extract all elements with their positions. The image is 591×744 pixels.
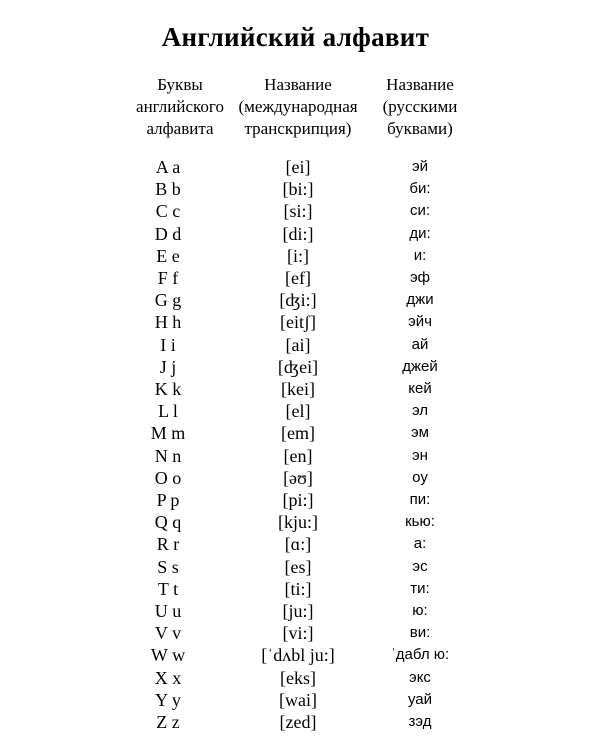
russian-cell: джи (406, 291, 434, 309)
letter-cell: V v (154, 623, 182, 644)
letter-cell: H h (154, 312, 182, 333)
ipa-cell: [en] (283, 445, 313, 466)
table-row (0, 200, 591, 222)
ipa-cell: [em] (281, 423, 315, 444)
ipa-cell: [ʤei] (277, 356, 319, 377)
table-row (0, 600, 591, 622)
ipa-cell: [eitʃ] (280, 312, 316, 333)
table-row (0, 267, 591, 289)
table-row (0, 245, 591, 267)
letter-cell: Y y (155, 689, 181, 710)
table-row (0, 178, 591, 200)
russian-cell: ви: (409, 624, 431, 642)
table-row (0, 311, 591, 333)
letter-cell: A a (155, 157, 181, 177)
header-line: буквами) (387, 119, 453, 138)
ipa-cell: [es] (284, 556, 312, 577)
table-row (0, 223, 591, 245)
letter-cell: R r (156, 534, 180, 555)
ipa-cell: [ʤi:] (279, 290, 317, 311)
letter-cell: U u (154, 601, 182, 621)
ipa-cell: [kei] (281, 379, 315, 399)
ipa-cell: [ti:] (284, 578, 312, 599)
ipa-cell: [el] (285, 401, 311, 422)
table-row (0, 334, 591, 356)
russian-cell: кью: (405, 513, 435, 531)
letter-cell: J j (159, 356, 177, 377)
russian-cell: би: (409, 180, 431, 198)
header-line: транскрипция) (244, 119, 352, 138)
table-row (0, 289, 591, 311)
letter-cell: N n (154, 445, 182, 466)
russian-cell: и: (413, 246, 427, 264)
table-row (0, 156, 591, 178)
ipa-cell: [si:] (283, 201, 313, 222)
ipa-cell: [i:] (287, 245, 309, 266)
table-row (0, 711, 591, 733)
letter-cell: F f (157, 268, 179, 288)
table-row (0, 400, 591, 422)
russian-cell: джей (402, 357, 438, 375)
russian-cell: а: (413, 535, 427, 553)
letter-cell: W w (150, 645, 186, 666)
russian-cell: ˈдабл ю: (390, 646, 450, 664)
letter-cell: G g (154, 290, 182, 311)
russian-cell: эйч (408, 313, 432, 331)
russian-cell: эф (410, 269, 430, 286)
letter-cell: X x (154, 667, 182, 688)
letter-cell: B b (155, 179, 181, 200)
russian-cell: кей (408, 380, 432, 397)
letter-cell: P p (156, 490, 180, 510)
letter-cell: Q q (154, 512, 182, 533)
ipa-cell: [əʊ] (283, 467, 313, 488)
ipa-cell: [bi:] (282, 179, 314, 200)
header-line: алфавита (146, 119, 214, 138)
russian-cell: си: (409, 202, 431, 220)
letter-cell: L l (158, 401, 178, 422)
letter-cell: T t (157, 578, 179, 599)
ipa-cell: [zed] (279, 712, 317, 732)
header-russian (355, 74, 485, 140)
header-line: (международная (238, 97, 358, 116)
russian-cell: эс (412, 557, 428, 575)
ipa-cell: [wai] (279, 689, 317, 710)
russian-cell: зэд (408, 713, 432, 730)
ipa-cell: [di:] (282, 223, 314, 244)
russian-cell: экс (409, 668, 431, 686)
ipa-cell: [pi:] (282, 490, 314, 510)
table-row (0, 644, 591, 666)
russian-cell: ди: (409, 224, 431, 242)
letter-cell: M m (150, 423, 186, 444)
table-row (0, 489, 591, 511)
russian-cell: эй (411, 158, 429, 175)
table-row (0, 467, 591, 489)
ipa-cell: [ˈdʌbl ju:] (261, 645, 335, 666)
header-line: (русскими (382, 97, 458, 116)
ipa-cell: [eks] (280, 667, 316, 688)
table-row (0, 578, 591, 600)
letter-cell: Z z (156, 712, 180, 732)
header-line: Название (386, 75, 454, 94)
russian-cell: пи: (409, 491, 431, 508)
page-title: Английский алфавит (161, 22, 430, 52)
ipa-cell: [kju:] (278, 512, 318, 533)
letter-cell: K k (154, 379, 182, 399)
letter-cell: O o (154, 467, 182, 488)
russian-cell: эм (411, 424, 429, 442)
table-row (0, 445, 591, 467)
header-line: английского (136, 97, 224, 116)
table-row (0, 511, 591, 533)
russian-cell: уай (407, 690, 433, 708)
ipa-cell: [vi:] (282, 623, 314, 644)
russian-cell: эл (411, 402, 429, 420)
russian-cell: ти: (410, 579, 430, 597)
ipa-cell: [ei] (285, 157, 311, 177)
russian-cell: ай (411, 335, 429, 353)
table-row (0, 622, 591, 644)
letter-cell: D d (154, 223, 182, 244)
table-row (0, 356, 591, 378)
table-row (0, 689, 591, 711)
ipa-cell: [ju:] (282, 601, 314, 621)
letter-cell: S s (157, 556, 179, 577)
letter-cell: I i (160, 334, 176, 355)
russian-cell: ю: (412, 602, 428, 619)
table-row (0, 378, 591, 400)
russian-cell: оу (412, 468, 428, 486)
table-row (0, 533, 591, 555)
ipa-cell: [ef] (285, 268, 311, 288)
table-row (0, 556, 591, 578)
letter-cell: C c (155, 201, 181, 222)
header-line: Название (264, 75, 332, 94)
header-line: Буквы (157, 75, 203, 94)
letter-cell: E e (156, 245, 180, 266)
russian-cell: эн (412, 446, 428, 464)
ipa-cell: [ai] (285, 334, 311, 355)
header-ipa (222, 74, 374, 140)
ipa-cell: [ɑ:] (284, 534, 312, 555)
table-row (0, 667, 591, 689)
table-row (0, 422, 591, 444)
